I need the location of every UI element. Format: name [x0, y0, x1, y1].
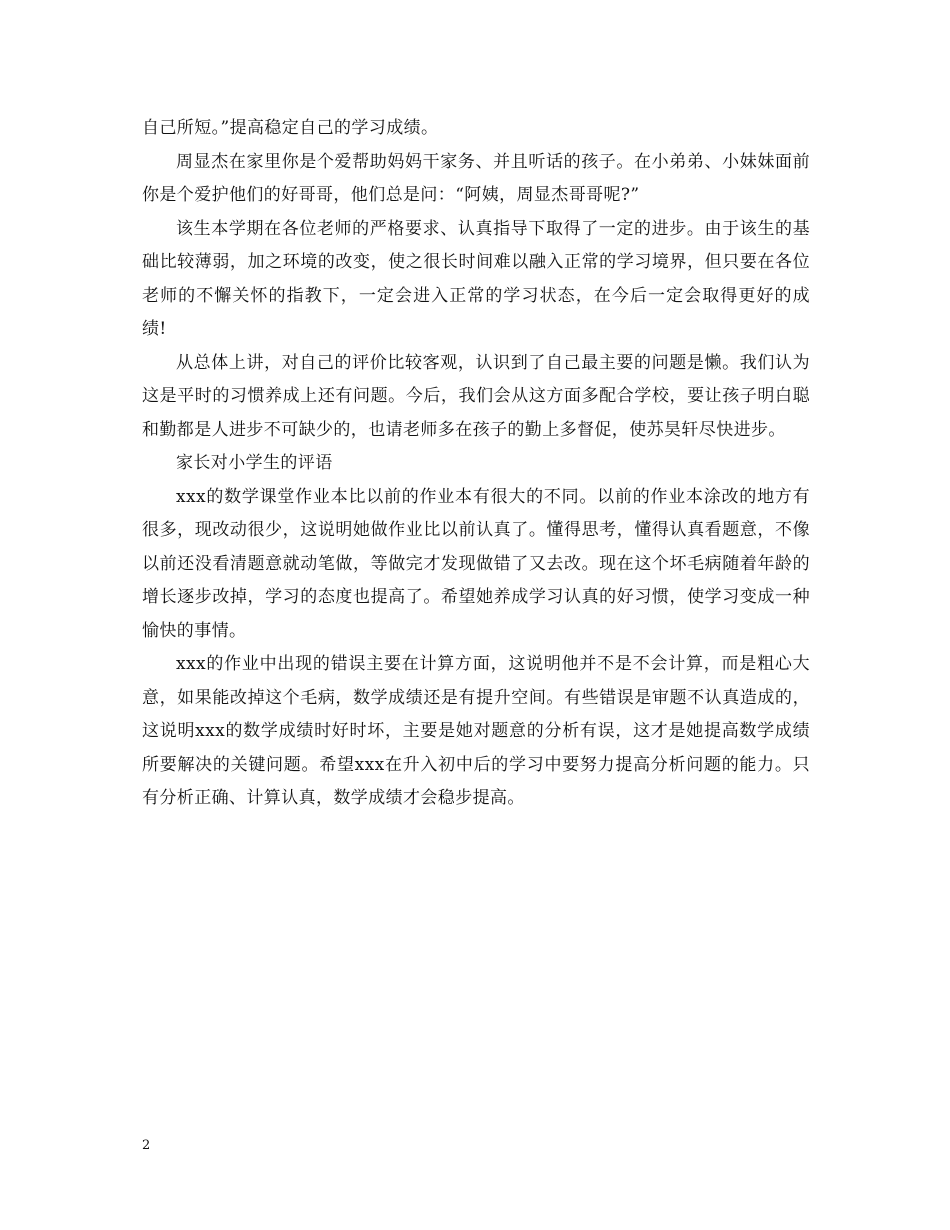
paragraph: 从总体上讲，对自己的评价比较客观，认识到了自己最主要的问题是懒。我们认为这是平时的习惯养成上还有问题。今后，我们会从这方面多配合学校，要让孩子明白聪和勤都是人进步不可缺少的，也请老师多在孩子的勤上多督促，使苏昊轩尽快进步。 [142, 352, 810, 440]
paragraph-continuation: 自己所短。”提高稳定自己的学习成绩。 [142, 118, 439, 138]
page-number: 2 [142, 1138, 151, 1153]
paragraph: 该生本学期在各位老师的严格要求、认真指导下取得了一定的进步。由于该生的基础比较薄弱，加之环境的改变，使之很长时间难以融入正常的学习境界，但只要在各位老师的不懈关怀的指教下，一定会进入正常的学习状态，在今后一定会取得更好的成绩! [142, 218, 810, 339]
paragraph: xxx的数学课堂作业本比以前的作业本有很大的不同。以前的作业本涂改的地方有很多，现改动很少，这说明她做作业比以前认真了。懂得思考，懂得认真看题意，不像以前还没看清题意就动笔做，等做完才发现做错了又去改。现在这个坏毛病随着年龄的增长逐步改掉，学习的态度也提高了。希望她养成学习认真的好习惯，使学习变成一种愉快的事情。 [142, 486, 810, 641]
section-heading: 家长对小学生的评语 [176, 453, 333, 473]
paragraph: xxx的作业中出现的错误主要在计算方面，这说明他并不是不会计算，而是粗心大意，如果能改掉这个毛病，数学成绩还是有提升空间。有些错误是审题不认真造成的，这说明xxx的数学成绩时好时坏，主要是她对题意的分析有误，这才是她提高数学成绩所要解决的关键问题。希望xxx在升入初中后的学习中要努力提高分析问题的能力。只有分析正确、计算认真，数学成绩才会稳步提高。 [142, 654, 810, 808]
paragraph: 周显杰在家里你是个爱帮助妈妈干家务、并且听话的孩子。在小弟弟、小妹妹面前你是个爱护他们的好哥哥，他们总是问：“阿姨，周显杰哥哥呢?” [142, 151, 810, 205]
document-body [142, 112, 810, 816]
